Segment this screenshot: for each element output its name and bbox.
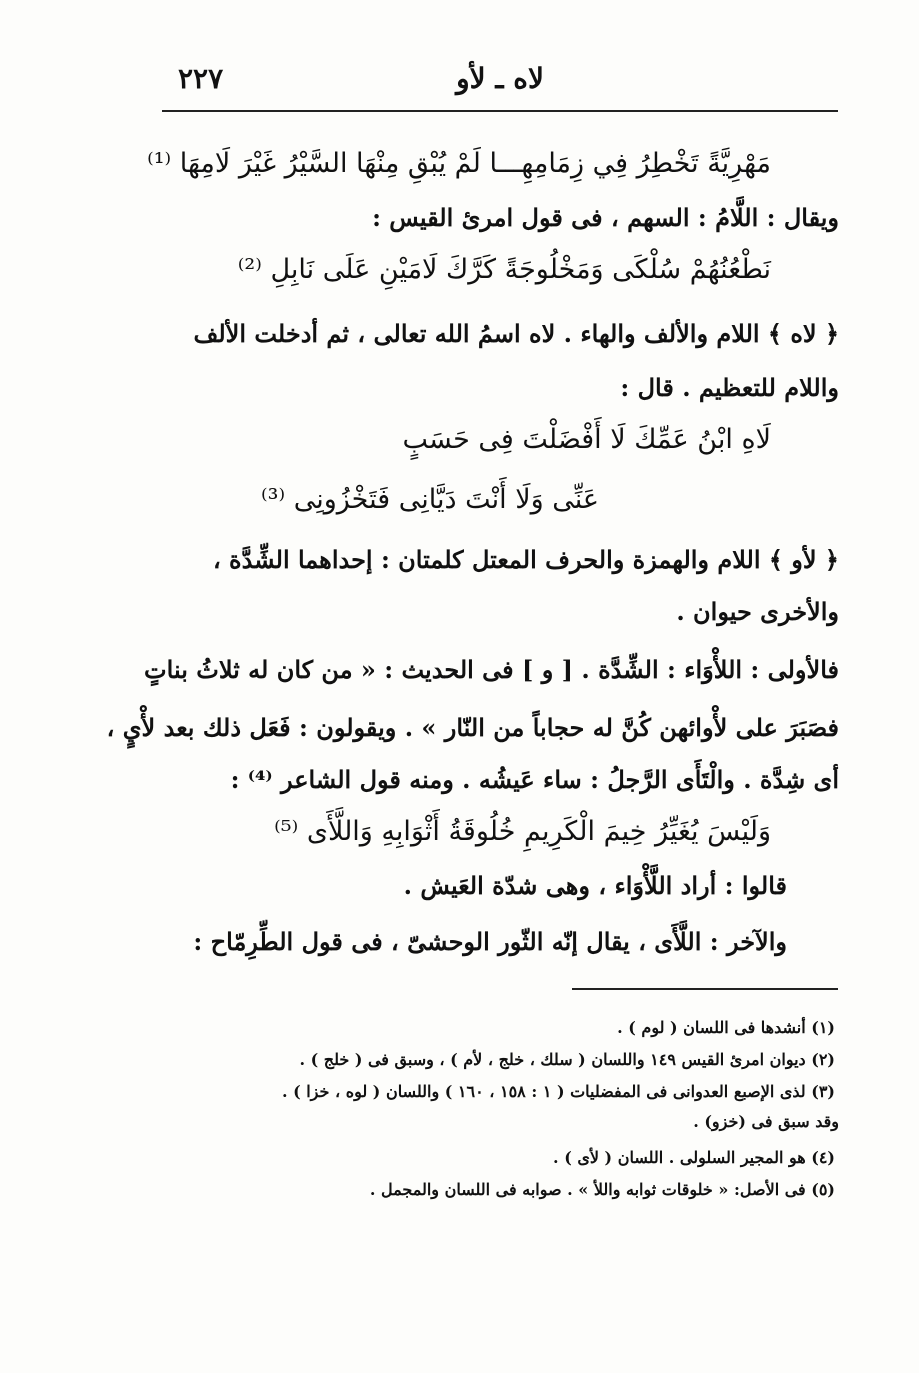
verse-line-7: عَنِّى وَلَا أَنْتَ دَيَّانِى فَتَخْزُونِى ⁽³⁾ [261,484,599,515]
page-number: ٢٢٧ [178,62,224,95]
text-line-14: قالوا : أراد اللَّأْوَاء ، وهى شدّة العَيش . [403,871,787,900]
verse-line-3: نَطْعُنُهُمْ سُلْكَى وَمَخْلُوجَةً كَرَّكَ لَامَيْنِ عَلَى نَابِلِ ⁽²⁾ [237,254,771,285]
text-line-15: والآخر : اللَّأَى ، يقال إنّه الثّور الوحشىّ ، فى قول الطِّرِمّاح : [193,927,787,956]
text-line-11: فصَبَرَ على لأْوائهن كُنَّ له حجاباً من النّار » . ويقولون : فَعَل ذلك بعد لأْيٍ ، [106,713,839,742]
verse-line-13: وَلَيْسَ يُغَيِّرُ خِيمَ الْكَرِيمِ خُلُوقَةُ أَثْوَابِهِ وَاللَّأَى ⁽⁵⁾ [274,816,771,847]
text-line-9: والأخرى حيوان . [676,597,839,626]
footnote-4: (٤) هو المجير السلولى . اللسان ( لأى ) . [553,1148,835,1167]
header-title: لاه ـ لأو [456,62,544,95]
text-line-5: واللام للتعظيم . قال : [620,373,839,402]
text-line-10: فالأولى : اللأْوَاء : الشِّدَّة . [ و ] فى الحديث : « من كان له ثلاثُ بناتٍ [144,655,839,684]
footnote-1: (١) أنشدها فى اللسان ( لوم ) . [617,1018,835,1037]
footnote-3-cont: وقد سبق فى (خزو) . [693,1112,839,1131]
footnote-3: (٣) لذى الإصبع العدوانى فى المفضليات ( ١ : ١٥٨ ، ١٦٠ ) واللسان ( لوه ، خزا ) . [281,1082,835,1101]
footnote-2: (٢) ديوان امرئ القيس ١٤٩ واللسان ( سلك ، خلج ، لأم ) ، وسبق فى ( خلج ) . [299,1050,835,1069]
footnote-rule [572,988,838,990]
entry-line-lah: ﴿ لاه ﴾ اللام والألف والهاء . لاه اسمُ الله تعالى ، ثم أدخلت الألف [193,319,839,348]
verse-line-1: مَهْرِيَّةً تَخْطِرُ فِي زِمَامِهِـــا لَمْ يُبْقِ مِنْهَا السَّيْرُ غَيْرَ لَامِهَا ⁽¹⁾ [147,148,771,179]
verse-line-6: لَاهِ ابْنُ عَمِّكَ لَا أَفْضَلْتَ فِى حَسَبٍ [402,424,771,455]
entry-line-law: ﴿ لأو ﴾ اللام والهمزة والحرف المعتل كلمتان : إحداهما الشِّدَّة ، [212,545,839,574]
footnote-5: (٥) فى الأصل: « خلوقات ثوابه واللأ » . صوابه فى اللسان والمجمل . [369,1180,835,1199]
header-rule [162,110,838,112]
text-line-12: أى شِدَّة . والْتَأَى الرَّجلُ : ساء عَيشُه . ومنه قول الشاعر ⁽⁴⁾ : [230,765,839,794]
text-line-2: ويقال : اللَّامُ : السهم ، فى قول امرئ القيس : [372,203,839,232]
running-header [160,58,840,102]
